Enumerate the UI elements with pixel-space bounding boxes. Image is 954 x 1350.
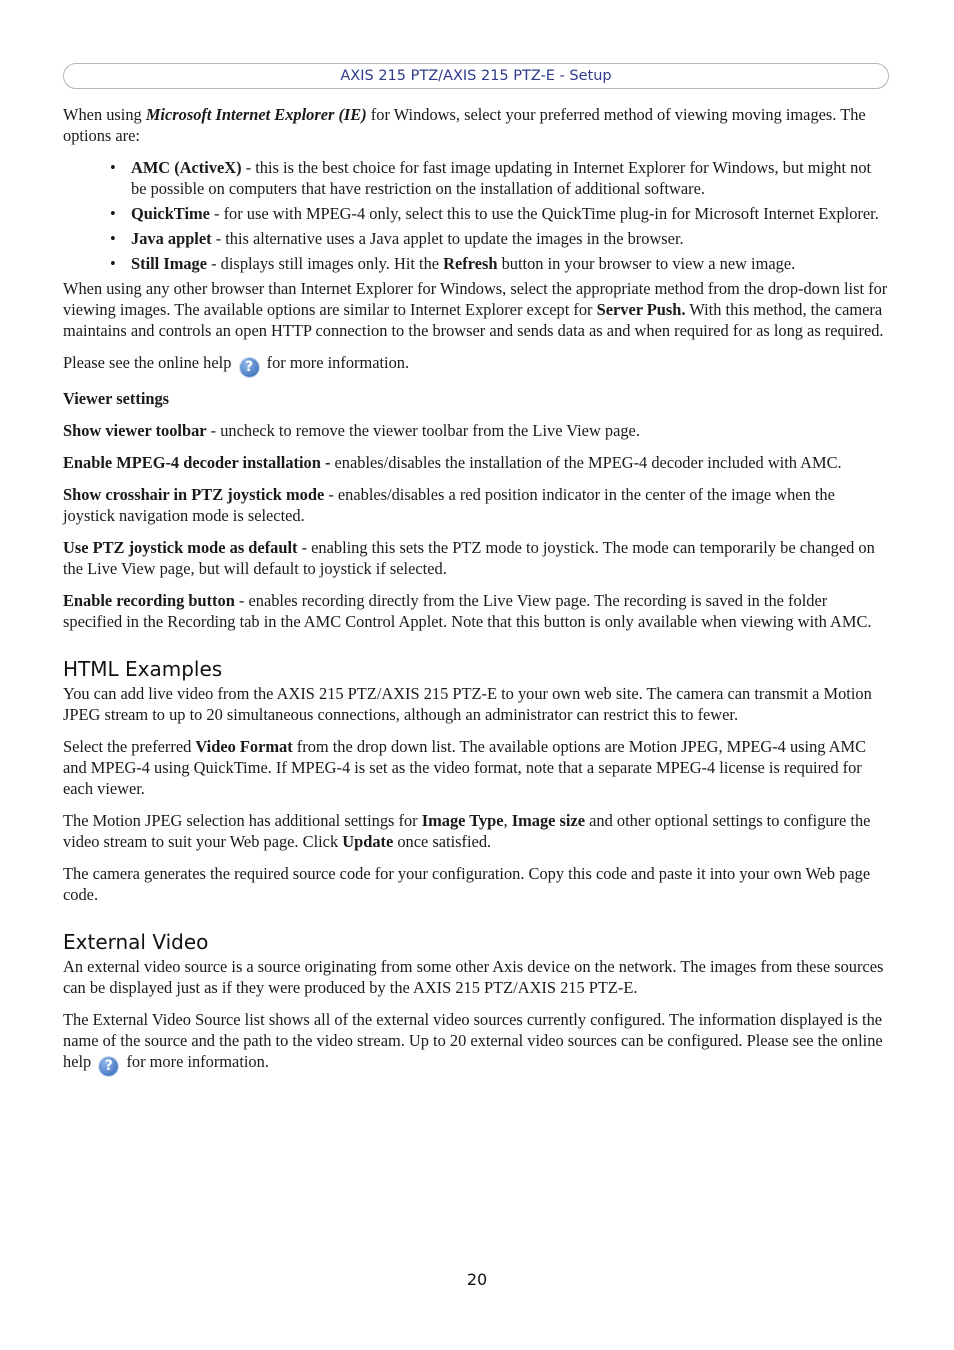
html-examples-p4: The camera generates the required source code for your configuration. Copy this code and paste it into your own Web page code. — [63, 864, 871, 904]
viewer-settings-heading-text: Viewer settings — [63, 389, 170, 408]
p2-text-c: from the drop down list. The available options are Motion JPEG, MPEG-4 using AMC and MPEG-4 using QuickTime. If MPEG-4 is set as the video format, note that a separate MPEG-4 license is required for each viewer. — [63, 737, 867, 798]
header-title: AXIS 215 PTZ/AXIS 215 PTZ-E - Setup — [340, 68, 612, 84]
bullet: • — [110, 254, 116, 273]
p3-text-g: once satisfied. — [393, 832, 492, 851]
setting-term: Show crosshair in PTZ joystick mode — [63, 485, 325, 504]
list-item — [63, 228, 889, 249]
external-video-heading: External Video — [63, 930, 209, 954]
intro-text-a: When using — [63, 105, 146, 124]
help-text-a: Please see the online help — [63, 353, 232, 372]
list-item — [63, 203, 889, 224]
update-term: Update — [342, 832, 394, 851]
viewer-setting — [63, 590, 889, 632]
other-browser-text-c: With this method, the camera maintains and controls an open HTTP connection to the browser and sends data as and when required for as long as required. — [63, 300, 884, 340]
external-video-p1: An external video source is a source originating from some other Axis device on the network. The images from these sources can be displayed just as if they were produced by the AXIS 215 PTZ/AXIS 215 PTZ-E. — [63, 957, 884, 997]
refresh-term: Refresh — [443, 254, 498, 273]
external-p2-text-a: The External Video Source list shows all of the external video sources currently configured. The information displayed is the name of the source and the path to the video stream. Up to 20 external video sources can be configured. Please see the online help — [63, 1010, 883, 1071]
viewer-settings-heading — [63, 388, 889, 409]
html-examples-p3 — [63, 810, 889, 852]
video-format-term: Video Format — [195, 737, 293, 756]
help-icon[interactable]: ? — [99, 1057, 118, 1076]
html-examples-p1: You can add live video from the AXIS 215 PTZ/AXIS 215 PTZ-E to your own web site. The camera can transmit a Motion JPEG stream to up to 20 simultaneous connections, although an administrator can restrict this to fewer. — [63, 684, 872, 724]
setting-text: enables/disables the installation of the MPEG-4 decoder included with AMC. — [330, 453, 842, 472]
setting-term: Use PTZ joystick mode as default — [63, 538, 298, 557]
option-term: Still Image — [131, 254, 208, 273]
other-browser-paragraph — [63, 278, 889, 341]
bullet: • — [110, 158, 116, 177]
page-number: 20 — [466, 1270, 488, 1289]
option-text: - for use with MPEG-4 only, select this to use the QuickTime plug-in for Microsoft Internet Explorer. — [209, 204, 879, 223]
html-examples-p2 — [63, 736, 889, 799]
option-text: - displays still images only. Hit the — [207, 254, 444, 273]
list-item — [63, 253, 889, 274]
viewer-setting — [63, 420, 889, 441]
setting-text: - enabling this sets the PTZ mode to joystick. The mode can temporarily be changed on the Live View page, but will default to joystick if selected. — [63, 538, 875, 578]
option-term: AMC (ActiveX) — [131, 158, 242, 177]
external-p2-text-b: for more information. — [126, 1052, 269, 1071]
option-term: Java applet — [131, 229, 212, 248]
ie-term: Microsoft Internet Explorer (IE) — [145, 105, 367, 124]
image-type-term: Image Type — [421, 811, 504, 830]
external-video-p2 — [63, 1009, 889, 1076]
other-browser-text-a: When using any other browser than Internet Explorer for Windows, select the appropriate method from the drop-down list for viewing images. The available options are similar to Internet Explorer except for — [63, 279, 888, 319]
html-examples-heading: HTML Examples — [63, 657, 223, 681]
setting-term: Enable MPEG-4 decoder installation - — [63, 453, 331, 472]
option-text: button in your browser to view a new image. — [497, 254, 796, 273]
list-item — [63, 157, 889, 199]
setting-term: Show viewer toolbar — [63, 421, 207, 440]
image-size-term: Image size — [511, 811, 586, 830]
setting-text: - enables/disables a red position indicator in the center of the image when the joystick navigation mode is selected. — [63, 485, 835, 525]
page-header — [63, 63, 889, 89]
option-term: QuickTime — [131, 204, 210, 223]
intro-paragraph — [63, 104, 889, 146]
setting-text: - uncheck to remove the viewer toolbar from the Live View page. — [206, 421, 640, 440]
server-push-term: Server Push. — [596, 300, 686, 319]
intro-text-b: for Windows, select your preferred method of viewing moving images. The options are: — [63, 105, 866, 145]
setting-text: - enables recording directly from the Live View page. The recording is saved in the folder specified in the Recording tab in the AMC Control Applet. Note that this button is only available when viewing with AMC. — [63, 591, 872, 631]
help-text-b: for more information. — [266, 353, 410, 372]
help-paragraph — [63, 352, 889, 377]
page-content — [63, 104, 889, 1087]
setting-term: Enable recording button — [63, 591, 235, 610]
bullet: • — [110, 204, 116, 223]
viewing-options-list — [63, 157, 889, 274]
help-icon[interactable]: ? — [240, 358, 259, 377]
option-text: - this is the best choice for fast image updating in Internet Explorer for Windows, but might not be possible on computers that have restriction on the installation of additional software. — [131, 158, 872, 198]
option-text: - this alternative uses a Java applet to update the images in the browser. — [211, 229, 684, 248]
p2-text-a: Select the preferred — [63, 737, 196, 756]
viewer-setting — [63, 452, 889, 473]
viewer-setting — [63, 484, 889, 526]
bullet: • — [110, 229, 116, 248]
p3-text-e: and other optional settings to configure the video stream to suit your Web page. Click — [63, 811, 871, 851]
p3-text-c: , — [503, 811, 512, 830]
viewer-setting — [63, 537, 889, 579]
p3-text-a: The Motion JPEG selection has additional settings for — [63, 811, 422, 830]
